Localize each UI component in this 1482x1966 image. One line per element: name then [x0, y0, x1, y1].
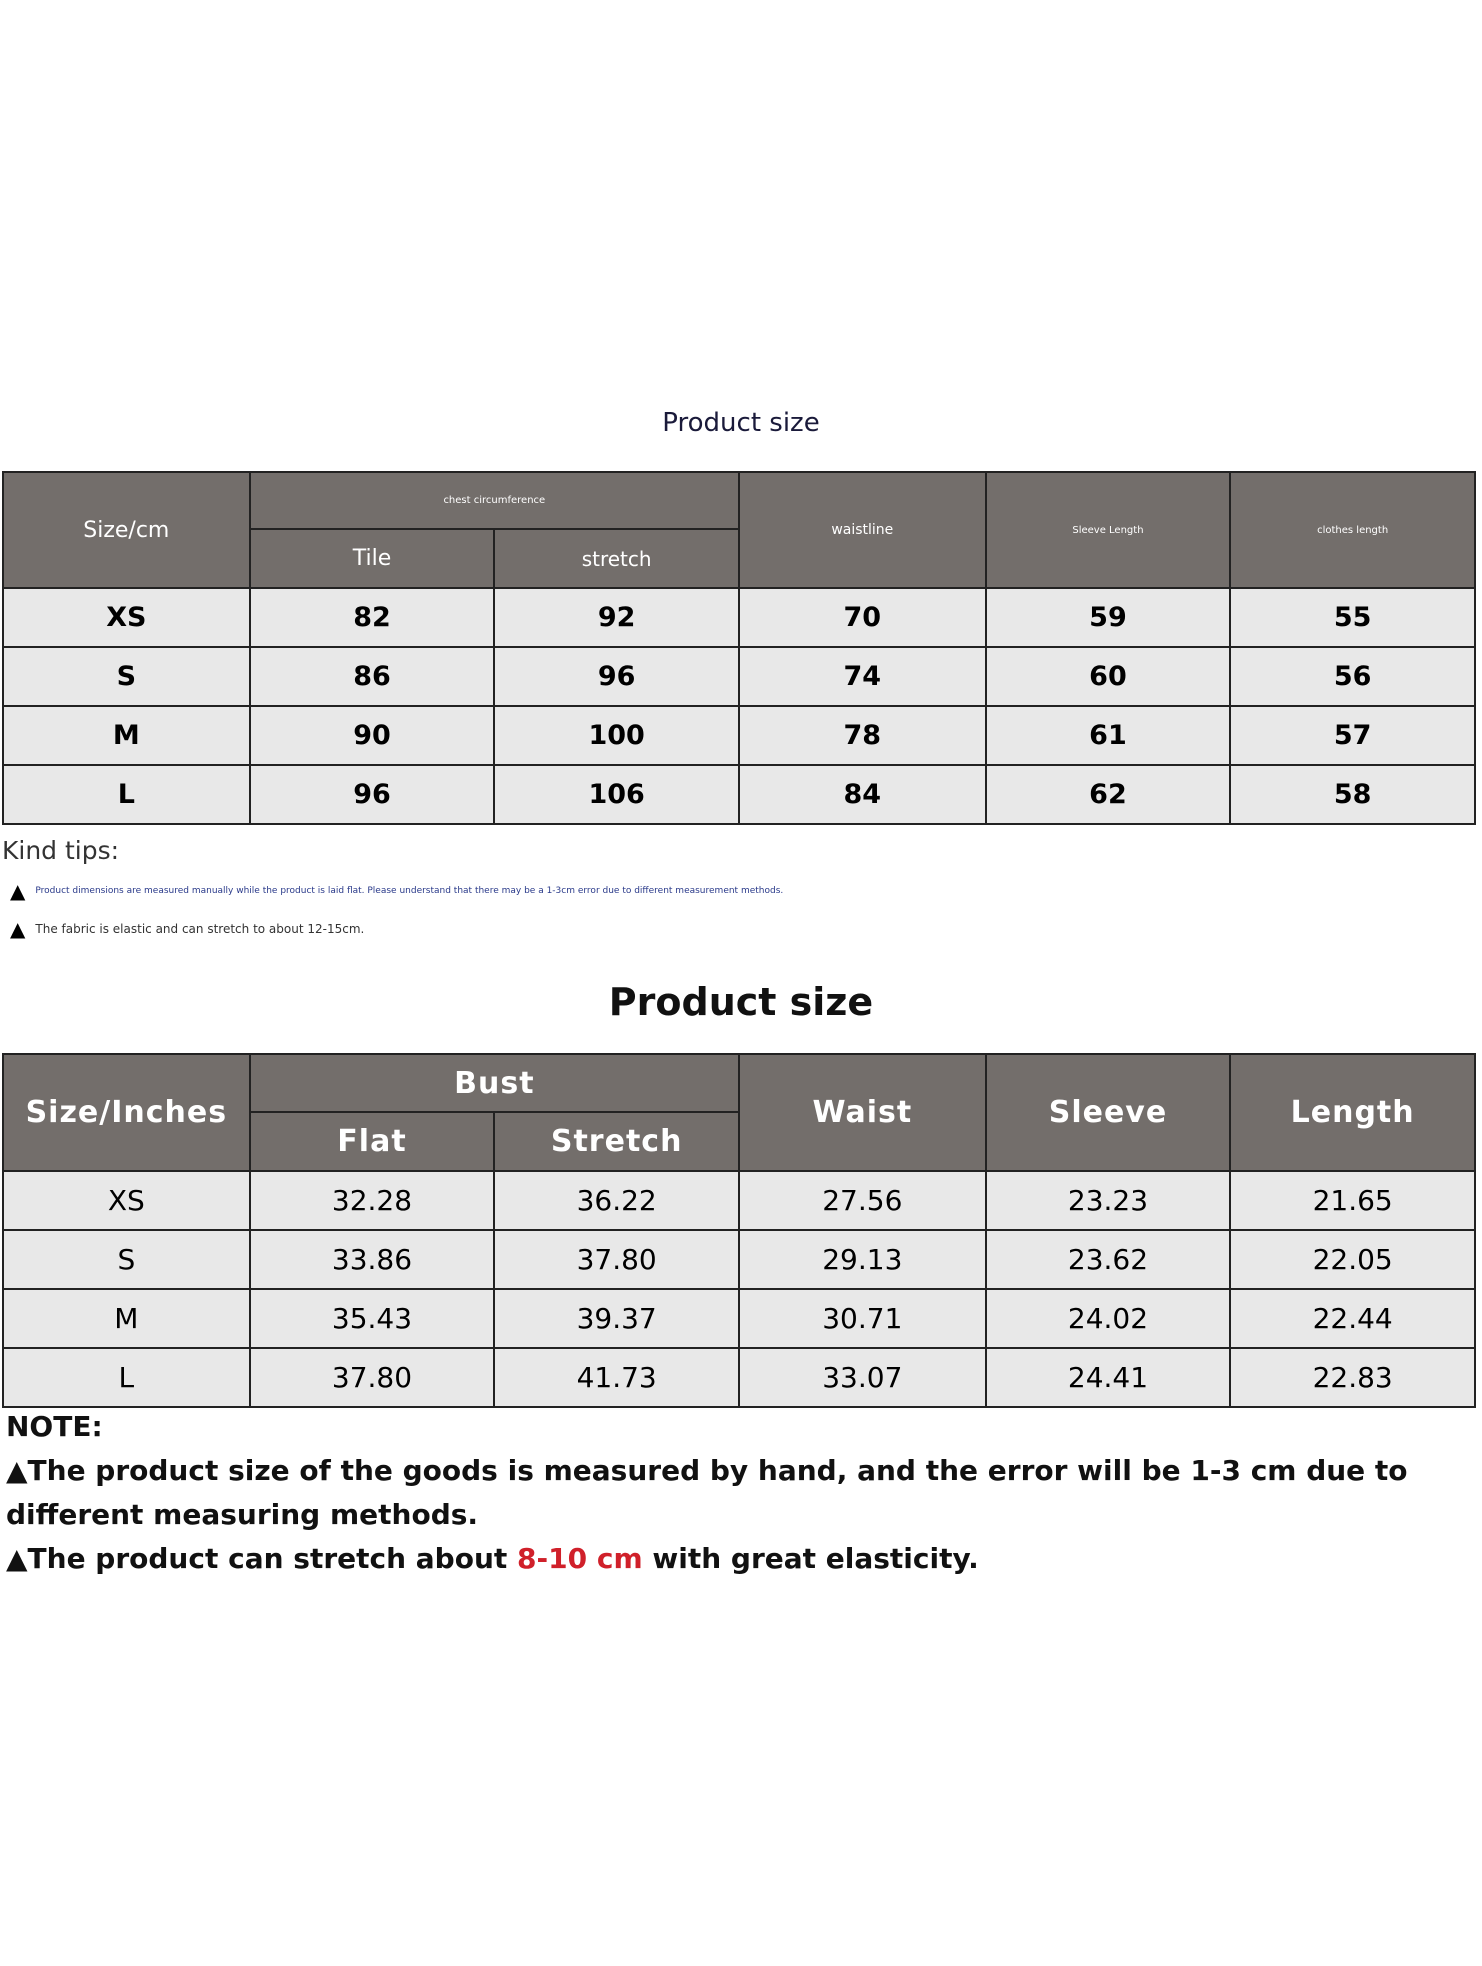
cell-size: M — [3, 1289, 250, 1348]
size-table-cm — [2, 471, 1476, 825]
cell-sleeve: 23.23 — [986, 1171, 1231, 1230]
header-bust-group: chest circumference — [250, 472, 739, 529]
cell-length: 22.83 — [1230, 1348, 1475, 1407]
cell-size: XS — [3, 1171, 250, 1230]
note-text: with great elasticity. — [642, 1542, 979, 1575]
cell-length: 22.44 — [1230, 1289, 1475, 1348]
cell-flat: 37.80 — [250, 1348, 495, 1407]
cell-stretch: 96 — [494, 647, 739, 706]
cell-length: 55 — [1230, 588, 1475, 647]
cell-sleeve: 60 — [986, 647, 1231, 706]
header-bust-group: Bust — [250, 1054, 739, 1112]
cell-tile: 96 — [250, 765, 495, 824]
cell-length: 57 — [1230, 706, 1475, 765]
note-item — [6, 1537, 1466, 1581]
cell-waist: 33.07 — [739, 1348, 986, 1407]
cell-waist: 78 — [739, 706, 986, 765]
size-table-inches — [2, 1053, 1476, 1408]
cell-size: M — [3, 706, 250, 765]
cell-stretch: 106 — [494, 765, 739, 824]
cell-size: L — [3, 765, 250, 824]
cell-stretch: 39.37 — [494, 1289, 739, 1348]
note-heading: NOTE: — [6, 1410, 103, 1443]
cell-waist: 27.56 — [739, 1171, 986, 1230]
cell-length: 21.65 — [1230, 1171, 1475, 1230]
table-row — [3, 1348, 1475, 1407]
cell-stretch: 37.80 — [494, 1230, 739, 1289]
cm-table-title: Product size — [662, 408, 820, 438]
header-flat: Flat — [250, 1112, 495, 1171]
note-section — [6, 1405, 1466, 1581]
kind-tips — [2, 836, 1472, 955]
tip-item — [10, 879, 1472, 903]
cell-flat: 32.28 — [250, 1171, 495, 1230]
header-length: clothes length — [1230, 472, 1475, 588]
cell-size: L — [3, 1348, 250, 1407]
cell-size: S — [3, 647, 250, 706]
cell-sleeve: 23.62 — [986, 1230, 1231, 1289]
table-row — [3, 588, 1475, 647]
header-sleeve: Sleeve — [986, 1054, 1231, 1171]
table-row — [3, 1289, 1475, 1348]
cell-stretch: 100 — [494, 706, 739, 765]
cell-sleeve: 24.02 — [986, 1289, 1231, 1348]
cell-stretch: 41.73 — [494, 1348, 739, 1407]
header-waist: Waist — [739, 1054, 986, 1171]
cell-waist: 30.71 — [739, 1289, 986, 1348]
header-stretch: Stretch — [494, 1112, 739, 1171]
header-length: Length — [1230, 1054, 1475, 1171]
table-row — [3, 1230, 1475, 1289]
tip-text: Product dimensions are measured manually while the product is laid flat. Please understand that there may be a 1-3cm error due to different measurement methods. — [35, 886, 784, 896]
header-waist: waistline — [739, 472, 986, 588]
cell-tile: 90 — [250, 706, 495, 765]
cell-length: 58 — [1230, 765, 1475, 824]
inch-table-title: Product size — [608, 980, 874, 1024]
tip-item — [10, 917, 1472, 941]
cell-sleeve: 61 — [986, 706, 1231, 765]
table-row — [3, 647, 1475, 706]
cell-waist: 29.13 — [739, 1230, 986, 1289]
note-highlight: 8-10 cm — [517, 1542, 643, 1575]
cell-waist: 74 — [739, 647, 986, 706]
cell-length: 22.05 — [1230, 1230, 1475, 1289]
cell-size: S — [3, 1230, 250, 1289]
cell-length: 56 — [1230, 647, 1475, 706]
cell-flat: 33.86 — [250, 1230, 495, 1289]
cell-sleeve: 24.41 — [986, 1348, 1231, 1407]
header-size: Size/cm — [3, 472, 250, 588]
table-row — [3, 765, 1475, 824]
cell-sleeve: 59 — [986, 588, 1231, 647]
note-item: ▲The product size of the goods is measured by hand, and the error will be 1-3 cm due to different measuring methods. — [6, 1454, 1408, 1531]
cell-size: XS — [3, 588, 250, 647]
cell-stretch: 92 — [494, 588, 739, 647]
cell-tile: 82 — [250, 588, 495, 647]
cell-tile: 86 — [250, 647, 495, 706]
table-row — [3, 1171, 1475, 1230]
header-sleeve: Sleeve Length — [986, 472, 1231, 588]
kind-tips-heading: Kind tips: — [2, 836, 120, 865]
cell-stretch: 36.22 — [494, 1171, 739, 1230]
tip-text: The fabric is elastic and can stretch to about 12-15cm. — [35, 922, 365, 936]
header-stretch: stretch — [494, 529, 739, 588]
black-triangle-icon: ▲ — [10, 879, 26, 903]
cell-waist: 70 — [739, 588, 986, 647]
cell-flat: 35.43 — [250, 1289, 495, 1348]
header-tile: Tile — [250, 529, 495, 588]
cell-waist: 84 — [739, 765, 986, 824]
cell-sleeve: 62 — [986, 765, 1231, 824]
header-size: Size/Inches — [3, 1054, 250, 1171]
black-triangle-icon: ▲ — [10, 917, 26, 941]
table-row — [3, 706, 1475, 765]
note-text: ▲The product can stretch about — [6, 1542, 518, 1575]
